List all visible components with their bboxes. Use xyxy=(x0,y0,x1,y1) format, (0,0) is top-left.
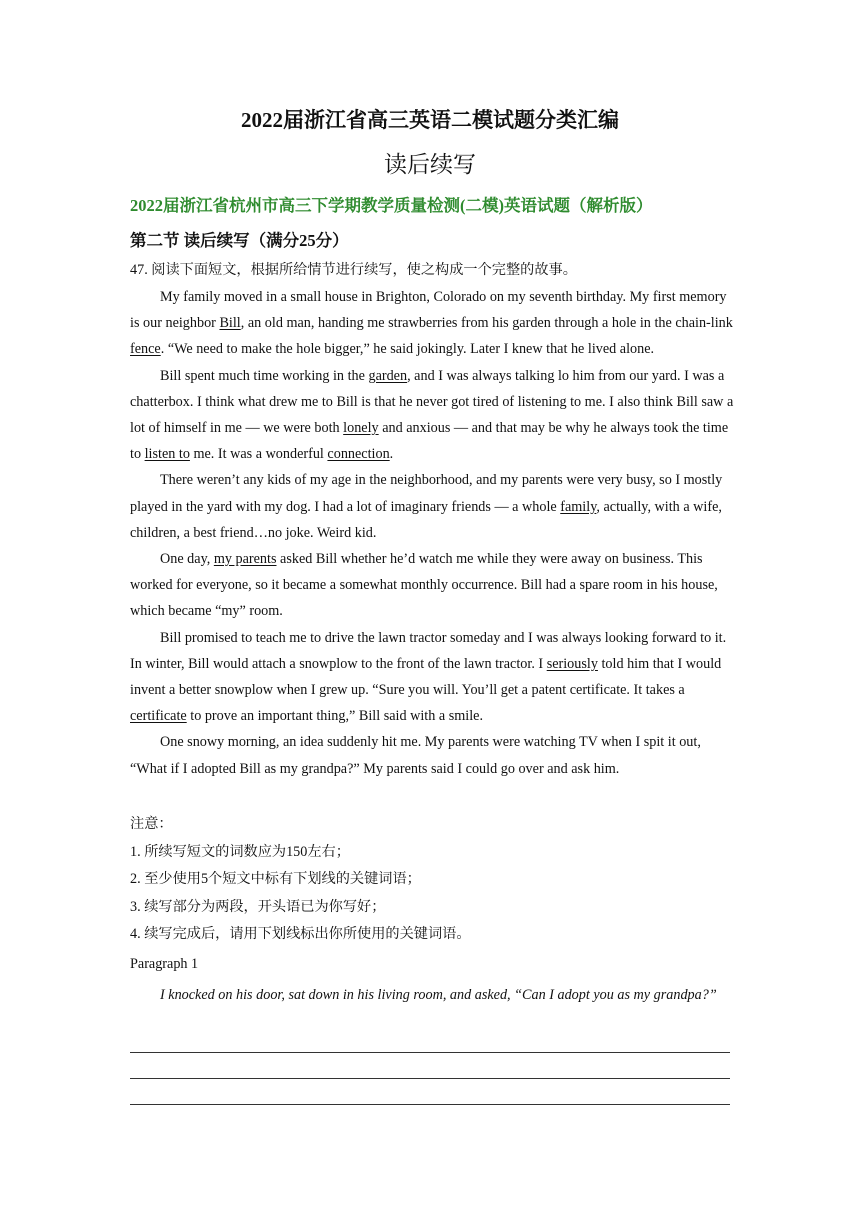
keyword-underlined: listen to xyxy=(144,446,190,463)
keyword-underlined: Bill xyxy=(219,315,241,332)
keyword-underlined: garden xyxy=(368,367,408,384)
keyword-underlined: certificate xyxy=(130,708,187,725)
notes xyxy=(130,811,471,949)
note-item: 1. 所续写短文的词数应为150左右； xyxy=(130,843,350,860)
exam-title: 2022届浙江省杭州市高三下学期教学质量检测(二模)英语试题（解析版） xyxy=(130,196,653,215)
paragraph-label: Paragraph 1 xyxy=(130,956,199,972)
keyword-underlined: seriously xyxy=(546,655,598,672)
paragraph-starter: I knocked on his door, sat down in his living room, and asked, “Can I adopt you as my grandpa?” xyxy=(160,987,717,1003)
keyword-underlined: connection xyxy=(327,446,390,463)
note-item: 2. 至少使用5个短文中标有下划线的关键词语； xyxy=(130,871,421,887)
keyword-underlined: family xyxy=(560,498,597,515)
document-title: 2022届浙江省高三英语二模试题分类汇编 xyxy=(241,108,619,132)
section-title: 第二节 读后续写（满分25分） xyxy=(130,231,349,250)
answer-line xyxy=(130,1052,730,1053)
answer-line xyxy=(130,1078,730,1079)
keyword-underlined: fence xyxy=(130,341,161,358)
answer-line xyxy=(130,1104,730,1105)
keyword-underlined: lonely xyxy=(343,420,379,437)
passage-paragraph-2: Bill spent much time working in the garden, and I was always talking lo him from our yard. I was a chatterbox. I think what drew me to Bill is that he never got tired of listening to me. I also think Bill saw a lot of himself in me — we were both lonely and anxious — and that may be why he always took the time to listen to me. It was a wonderful connection. xyxy=(130,367,734,463)
passage-paragraph-1: My family moved in a small house in Brighton, Colorado on my seventh birthday. My first memory is our neighbor Bill, an old man, handing me strawberries from his garden through a hole in the chain-link fence. “We need to make the hole bigger,” he said jokingly. Later I knew that he lived alone. xyxy=(130,289,733,358)
notes-heading: 注意： xyxy=(130,816,173,832)
keyword-underlined: my parents xyxy=(213,551,277,568)
question-instruction: 47. 阅读下面短文，根据所给情节进行续写，使之构成一个完整的故事。 xyxy=(130,262,577,278)
passage-paragraph-6: One snowy morning, an idea suddenly hit me. My parents were watching TV when I spit it out, “What if I adopted Bill as my grandpa?” My parents said I could go over and ask him. xyxy=(130,734,701,777)
note-item: 4. 续写完成后，请用下划线标出你所使用的关键词语。 xyxy=(130,926,471,942)
passage-paragraph-4: One day, my parents asked Bill whether he’d watch me while they were away on business. This worked for everyone, so it became a somewhat monthly occurrence. Bill had a spare room in his house, which became “my” room. xyxy=(130,551,718,620)
passage xyxy=(130,284,736,782)
note-item: 3. 续写部分为两段，开头语已为你写好； xyxy=(130,898,386,915)
passage-paragraph-3: There weren’t any kids of my age in the neighborhood, and my parents were very busy, so I mostly played in the yard with my dog. I had a lot of imaginary friends — a whole family, actually, with a wife, children, a best friend…no joke. Weird kid. xyxy=(130,472,723,541)
passage-paragraph-5: Bill promised to teach me to drive the lawn tractor someday and I was always looking forward to it. In winter, Bill would attach a snowplow to the front of the lawn tractor. I seriously told him that I would invent a better snowplow when I grew up. “Sure you will. You’ll get a patent certificate. It takes a certificate to prove an important thing,” Bill said with a smile. xyxy=(130,629,727,725)
document-subtitle: 读后续写 xyxy=(384,152,476,177)
